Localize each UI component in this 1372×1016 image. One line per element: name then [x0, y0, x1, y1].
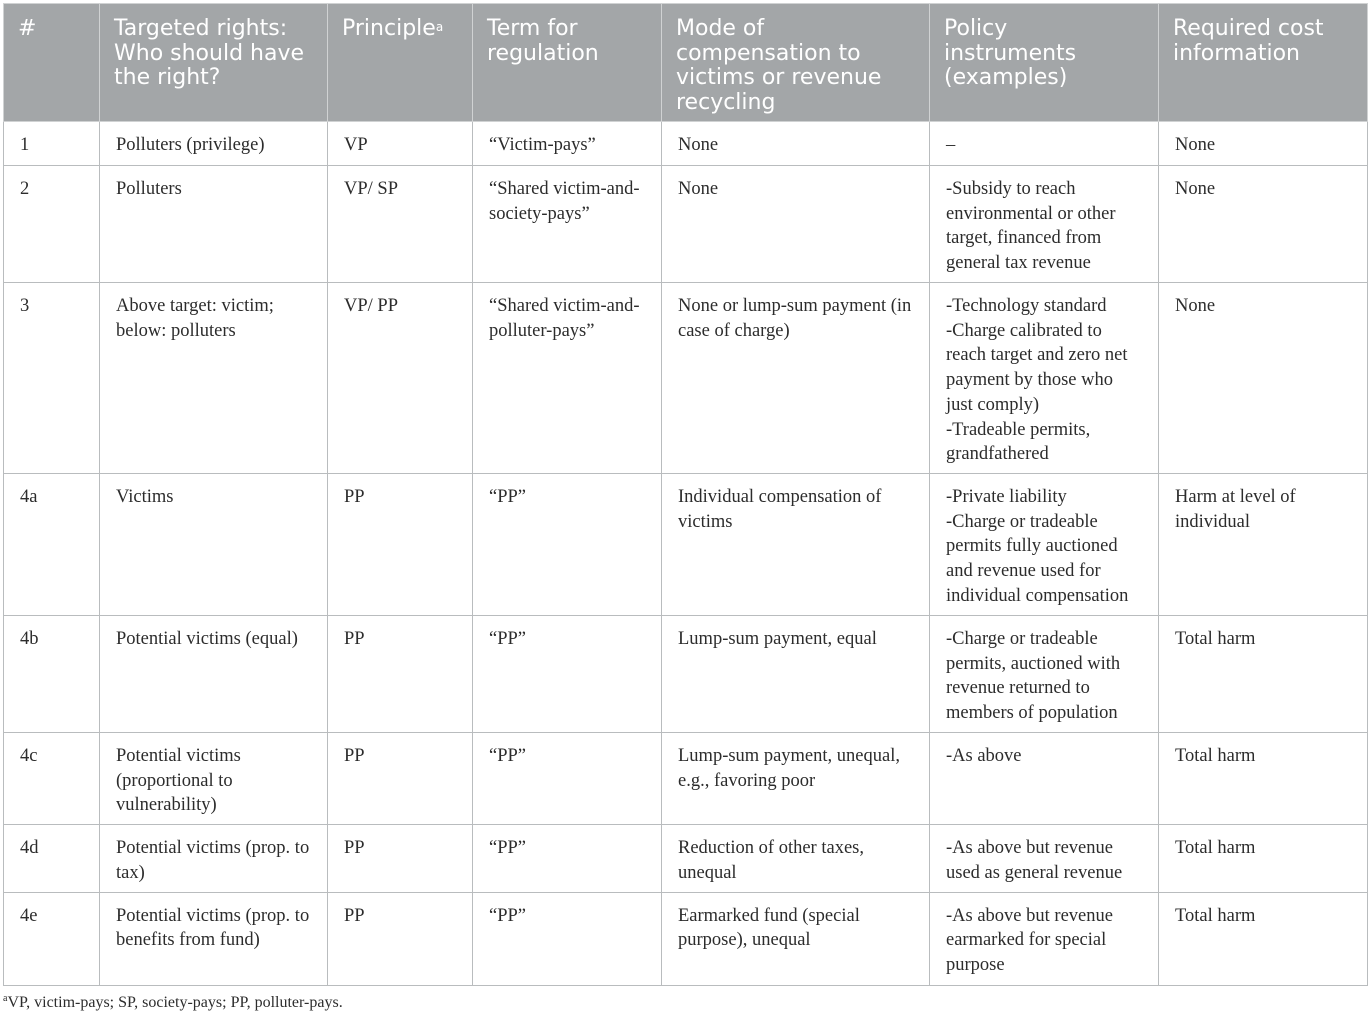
header-required-cost-info: Required cost information: [1159, 4, 1368, 122]
cell-term: “Shared victim-and-polluter-pays”: [473, 283, 662, 474]
cell-number: 1: [4, 122, 100, 166]
cell-mode: Lump-sum payment, unequal, e.g., favoring poor: [662, 733, 930, 825]
table-row: [4, 283, 1368, 474]
table-row: [4, 825, 1368, 892]
table-row: [4, 122, 1368, 166]
cell-principle: VP/ PP: [328, 283, 473, 474]
cell-principle: PP: [328, 474, 473, 616]
header-mode-of-compensation: Mode of compensation to victims or revenue recycling: [662, 4, 930, 122]
cell-mode: None: [662, 166, 930, 283]
cell-principle: PP: [328, 616, 473, 733]
cell-principle: PP: [328, 825, 473, 892]
policy-comparison-table: [3, 3, 1368, 986]
cell-principle: PP: [328, 733, 473, 825]
cell-term: “Victim-pays”: [473, 122, 662, 166]
cell-principle: VP/ SP: [328, 166, 473, 283]
header-term: Term for regulation: [473, 4, 662, 122]
table-footnote: [3, 994, 343, 1012]
cell-term: “Shared victim-and-society-pays”: [473, 166, 662, 283]
cell-term: “PP”: [473, 892, 662, 985]
footnote-mark: a: [3, 993, 8, 1004]
table-row: [4, 733, 1368, 825]
table-row: [4, 892, 1368, 985]
cell-term: “PP”: [473, 474, 662, 616]
header-targeted-rights: Targeted rights: Who should have the right?: [100, 4, 328, 122]
cell-cost-info: Total harm: [1159, 892, 1368, 985]
cell-instruments: -Subsidy to reach environmental or other target, financed from general tax revenue: [930, 166, 1159, 283]
table-header: [4, 4, 1368, 122]
cell-cost-info: Harm at level of individual: [1159, 474, 1368, 616]
cell-mode: None or lump-sum payment (in case of charge): [662, 283, 930, 474]
table-row: [4, 166, 1368, 283]
cell-number: 4e: [4, 892, 100, 985]
cell-number: 2: [4, 166, 100, 283]
cell-number: 4c: [4, 733, 100, 825]
cell-principle: PP: [328, 892, 473, 985]
cell-cost-info: Total harm: [1159, 616, 1368, 733]
cell-targeted-rights: Above target: victim; below: polluters: [100, 283, 328, 474]
header-principle: Principle$^a$: [328, 4, 473, 122]
cell-mode: Reduction of other taxes, unequal: [662, 825, 930, 892]
cell-targeted-rights: Victims: [100, 474, 328, 616]
cell-instruments: -As above: [930, 733, 1159, 825]
cell-targeted-rights: Potential victims (prop. to benefits from fund): [100, 892, 328, 985]
cell-cost-info: None: [1159, 283, 1368, 474]
cell-cost-info: Total harm: [1159, 825, 1368, 892]
footnote-marker: a: [435, 20, 444, 34]
footnote-text: VP, victim-pays; SP, society-pays; PP, polluter-pays.: [7, 994, 343, 1011]
cell-mode: None: [662, 122, 930, 166]
cell-instruments: –: [930, 122, 1159, 166]
table-body: [4, 122, 1368, 986]
cell-targeted-rights: Potential victims (proportional to vulnerability): [100, 733, 328, 825]
cell-number: 4d: [4, 825, 100, 892]
cell-targeted-rights: Polluters (privilege): [100, 122, 328, 166]
cell-targeted-rights: Potential victims (prop. to tax): [100, 825, 328, 892]
cell-targeted-rights: Potential victims (equal): [100, 616, 328, 733]
cell-cost-info: None: [1159, 166, 1368, 283]
cell-term: “PP”: [473, 825, 662, 892]
cell-term: “PP”: [473, 733, 662, 825]
cell-instruments: -As above but revenue earmarked for special purpose: [930, 892, 1159, 985]
header-row: [4, 4, 1368, 122]
cell-term: “PP”: [473, 616, 662, 733]
cell-instruments: -Private liability -Charge or tradeable permits fully auctioned and revenue used for individual compensation: [930, 474, 1159, 616]
cell-number: 4b: [4, 616, 100, 733]
cell-cost-info: None: [1159, 122, 1368, 166]
cell-cost-info: Total harm: [1159, 733, 1368, 825]
cell-targeted-rights: Polluters: [100, 166, 328, 283]
cell-mode: Individual compensation of victims: [662, 474, 930, 616]
cell-instruments: -As above but revenue used as general revenue: [930, 825, 1159, 892]
cell-number: 3: [4, 283, 100, 474]
cell-instruments: -Technology standard -Charge calibrated to reach target and zero net payment by those who just comply) -Tradeable permits, grandfathered: [930, 283, 1159, 474]
cell-number: 4a: [4, 474, 100, 616]
cell-mode: Earmarked fund (special purpose), unequal: [662, 892, 930, 985]
table-row: [4, 616, 1368, 733]
header-number: #: [4, 4, 100, 122]
header-policy-instruments: Policy instruments (examples): [930, 4, 1159, 122]
table-row: [4, 474, 1368, 616]
cell-mode: Lump-sum payment, equal: [662, 616, 930, 733]
cell-instruments: -Charge or tradeable permits, auctioned with revenue returned to members of population: [930, 616, 1159, 733]
cell-principle: VP: [328, 122, 473, 166]
